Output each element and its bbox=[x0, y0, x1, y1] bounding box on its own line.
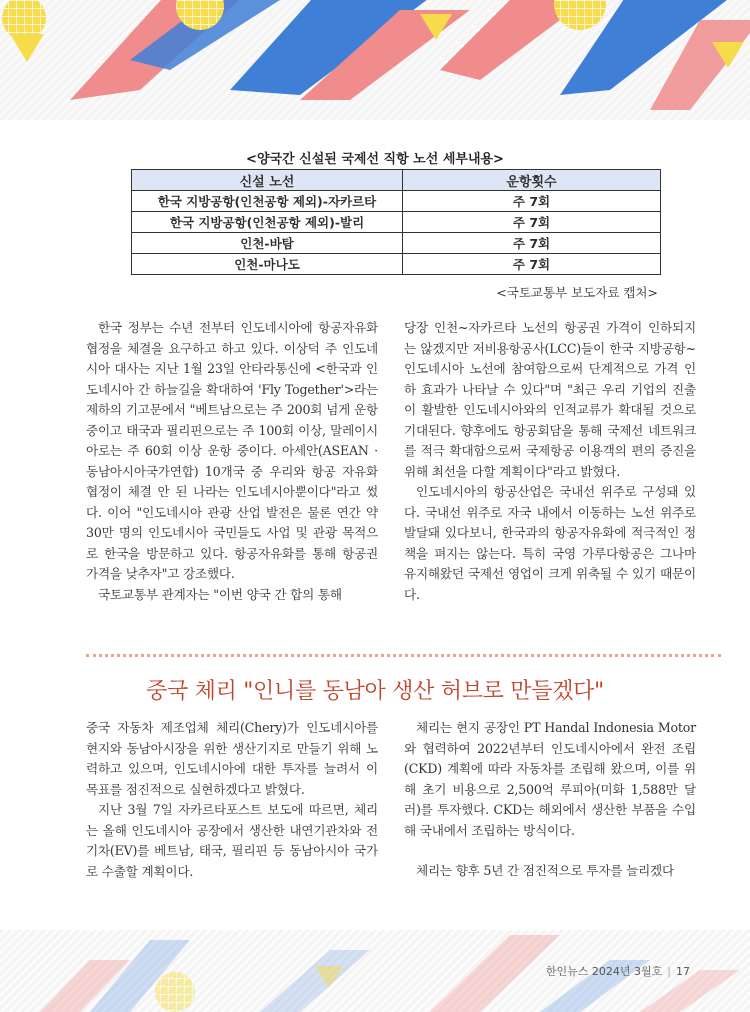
article1-right-column bbox=[404, 318, 696, 605]
paragraph: 인도네시아의 항공산업은 국내선 위주로 구성돼 있다. 국내선 위주로 자국 내에서 이동하는 노선 위주로 발달돼 있다보니, 한국과의 항공자유화에 적극적인 정책을 펴지는 않는다. 특히 국영 가루다항공은 그나마 유지해왔던 국제선 영업이 크게 위축될 수 있기 때문이다. bbox=[404, 484, 696, 602]
paragraph: 지난 3월 7일 자카르타포스트 보도에 따르면, 체리는 올해 인도네시아 공장에서 생산한 내연기관차와 전기차(EV)를 베트남, 태국, 필리핀 등 동남아시아 국가로 수출할 계획이다. bbox=[86, 802, 378, 879]
paragraph-spacer bbox=[404, 841, 696, 861]
top-decoration bbox=[0, 0, 750, 120]
frequency-cell: 주 7회 bbox=[403, 233, 661, 254]
paragraph: 당장 인천~자카르타 노선의 항공권 가격이 인하되지는 않겠지만 저비용항공사(LCC)들이 한국 지방공항~인도네시아 노선에 참여함으로써 단계적으로 가격 인하 효과가 나타날 수 있다"며 "최근 우리 기업의 진출이 활발한 인도네시아와의 인적교류가 확대될 것으로 기대된다. 향후에도 항공회담을 통해 국제선 네트워크를 적극 확대함으로써 국제항공 이용객의 편의 증진을 위해 최선을 다할 계획이다"라고 밝혔다. bbox=[404, 320, 696, 479]
table-source: <국토교통부 보도자료 캡처> bbox=[496, 285, 658, 300]
column-header-frequency: 운항횟수 bbox=[403, 170, 661, 191]
table-row bbox=[132, 212, 661, 233]
table-row bbox=[132, 191, 661, 212]
page-number: 17 bbox=[676, 965, 690, 978]
route-cell: 한국 지방공항(인천공항 제외)-자카르타 bbox=[132, 191, 403, 212]
frequency-cell: 주 7회 bbox=[403, 254, 661, 275]
route-cell: 한국 지방공항(인천공항 제외)-발리 bbox=[132, 212, 403, 233]
article2-right-column bbox=[404, 718, 696, 882]
table-row bbox=[132, 233, 661, 254]
frequency-cell: 주 7회 bbox=[403, 212, 661, 233]
page-footer bbox=[546, 963, 690, 979]
section-divider bbox=[86, 654, 721, 657]
paragraph: 한국 정부는 수년 전부터 인도네시아에 항공자유화 협정을 체결을 요구하고 하고 있다. 이상덕 주 인도네시아 대사는 지난 1월 23일 안타라통신에 <한국과 인도네시아 간 하늘길을 확대하여 'Fly Together'>라는 제하의 기고문에서 "베트남으로는 주 200회 넘게 운항 중이고 태국과 필리핀으로는 주 100회 이상, 말레이시아로는 주 60회 이상 운항 중이다. 아세안(ASEAN · 동남아시아국가연합) 10개국 중 우리와 항공 자유화 협정이 체결 안 된 나라는 인도네시아뿐이다"라고 썼다. 이어 "인도네시아 관광 산업 발전은 물론 연간 약 30만 명의 인도네시아 국민들도 사업 및 관광 목적으로 한국을 방문하고 있다. 항공자유화를 통해 항공권 가격을 낮추자"고 강조했다. bbox=[86, 320, 378, 581]
publication-name: 한인뉴스 2024년 3월호 bbox=[545, 965, 663, 978]
paragraph: 체리는 향후 5년 간 점진적으로 투자를 늘리겠다 bbox=[416, 863, 674, 878]
table-caption: <양국간 신설된 국제선 직항 노선 세부내용> bbox=[246, 152, 504, 167]
table-row bbox=[132, 254, 661, 275]
frequency-cell: 주 7회 bbox=[403, 191, 661, 212]
route-cell: 인천-바탐 bbox=[132, 233, 403, 254]
paragraph: 중국 자동차 제조업체 체리(Chery)가 인도네시아를 현지와 동남아시장을 위한 생산기지로 만들기 위해 노력하고 있으며, 인도네시아에 대한 투자를 늘려서 이 목표를 점진적으로 실현하겠다고 밝혔다. bbox=[86, 720, 378, 797]
flight-routes-table bbox=[131, 169, 661, 275]
column-header-route: 신설 노선 bbox=[132, 170, 403, 191]
table-header-row bbox=[132, 170, 661, 191]
article2-left-column bbox=[86, 718, 378, 882]
article1-left-column bbox=[86, 318, 378, 605]
article2-headline: 중국 체리 "인니를 동남아 생산 허브로 만들겠다" bbox=[146, 679, 604, 704]
footer-separator: | bbox=[667, 965, 671, 978]
paragraph: 체리는 현지 공장인 PT Handal Indonesia Motor와 협력하여 2022년부터 인도네시아에서 완전 조립(CKD) 계획에 따라 자동차를 조립해 왔으며, 이를 위해 초기 비용으로 2,500억 루피아(미화 1,588만 달러)를 투자했다. CKD는 해외에서 생산한 부품을 수입해 국내에서 조립하는 방식이다. bbox=[404, 720, 696, 838]
paragraph: 국토교통부 관계자는 "이번 양국 간 합의 통해 bbox=[98, 586, 342, 602]
decorative-shapes-top bbox=[0, 0, 750, 120]
route-cell: 인천-마나도 bbox=[132, 254, 403, 275]
